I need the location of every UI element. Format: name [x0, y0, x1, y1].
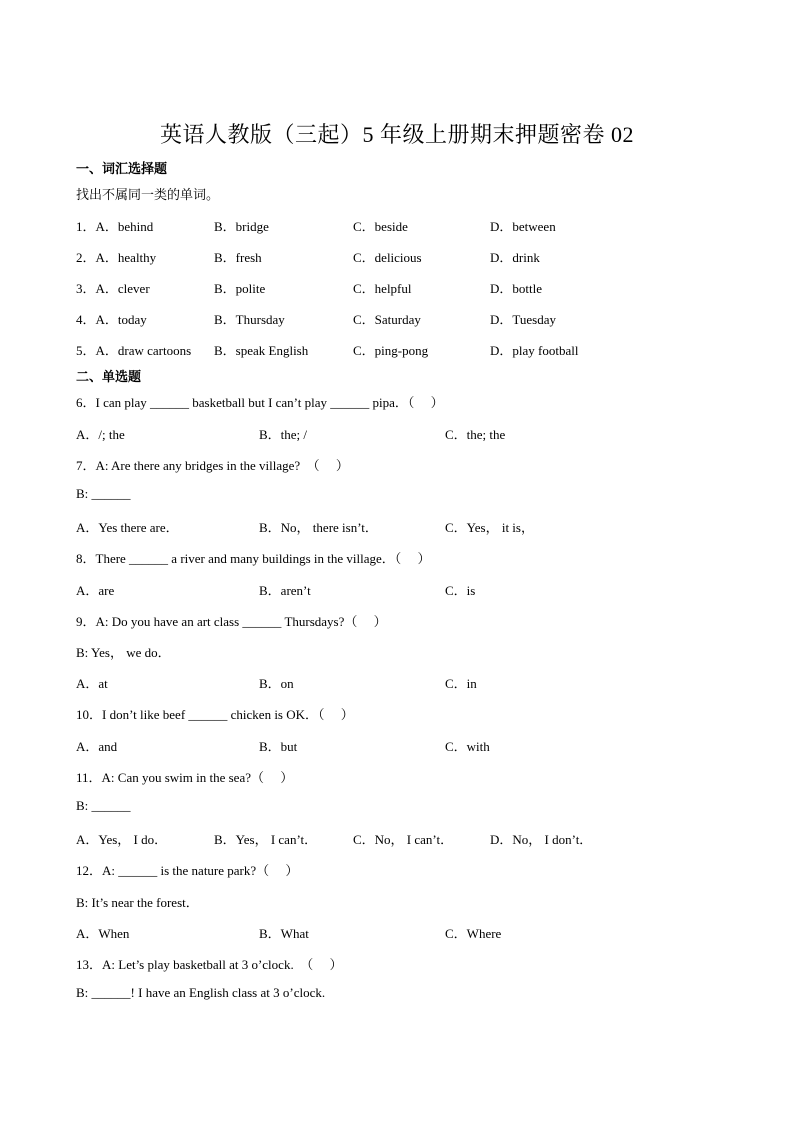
option-b: B．Yes， I can’t．	[214, 832, 318, 847]
vocab-question-3	[76, 278, 716, 296]
question-8-options	[76, 580, 716, 598]
option-b: B．polite	[214, 281, 266, 296]
question-12-stem: 12．A: ______ is the nature park?（ ）	[76, 863, 299, 878]
section-heading-vocab: 一、词汇选择题	[76, 161, 168, 176]
question-9-options	[76, 673, 716, 691]
option-b: B．fresh	[214, 250, 262, 265]
option-b: B．the; /	[259, 427, 308, 442]
option-b: B．bridge	[214, 219, 269, 234]
option-a: 5．A．draw cartoons	[76, 343, 192, 358]
option-a: 3．A．clever	[76, 281, 150, 296]
option-c: C．beside	[353, 219, 408, 234]
vocab-question-5	[76, 340, 716, 358]
question-12-options	[76, 923, 716, 941]
option-c: C．with	[445, 739, 490, 754]
question-13-reply: B: ______! I have an English class at 3 o’clock.	[76, 985, 326, 1000]
option-c: C．in	[445, 676, 477, 691]
option-a: A．at	[76, 676, 108, 691]
question-12-reply: B: It’s near the forest．	[76, 895, 199, 910]
option-a: 1．A．behind	[76, 219, 154, 234]
question-11-reply: B: ______	[76, 798, 131, 813]
option-a: 4．A．today	[76, 312, 147, 327]
option-a: 2．A．healthy	[76, 250, 157, 265]
option-d: D．between	[490, 219, 556, 234]
question-7-reply: B: ______	[76, 486, 131, 501]
section-instruction: 找出不属同一类的单词。	[76, 187, 220, 202]
question-11-options	[76, 829, 716, 847]
option-b: B．aren’t	[259, 583, 311, 598]
question-9-reply: B: Yes， we do．	[76, 645, 171, 660]
option-d: D．Tuesday	[490, 312, 556, 327]
vocab-question-4	[76, 309, 716, 327]
option-b: B．speak English	[214, 343, 309, 358]
option-b: B．on	[259, 676, 294, 691]
question-7-stem: 7．A: Are there any bridges in the village? （ ）	[76, 458, 349, 473]
section-heading-mcq: 二、单选题	[76, 369, 142, 384]
option-c: C．delicious	[353, 250, 422, 265]
option-c: C．helpful	[353, 281, 412, 296]
option-d: D．No， I don’t．	[490, 832, 593, 847]
option-d: D．play football	[490, 343, 579, 358]
vocab-question-1	[76, 216, 716, 234]
question-6-stem: 6．I can play ______ basketball but I can’t play ______ pipa．（ ）	[76, 395, 444, 410]
option-b: B．What	[259, 926, 309, 941]
option-c: C．Saturday	[353, 312, 421, 327]
question-9-stem: 9．A: Do you have an art class ______ Thursdays?（ ）	[76, 614, 387, 629]
question-13-stem: 13．A: Let’s play basketball at 3 o’clock. （ ）	[76, 957, 343, 972]
option-b: B．No， there isn’t．	[259, 520, 378, 535]
option-c: C．is	[445, 583, 476, 598]
option-a: A．Yes， I do．	[76, 832, 168, 847]
option-d: D．drink	[490, 250, 540, 265]
question-10-stem: 10．I don’t like beef ______ chicken is OK．（ ）	[76, 707, 354, 722]
question-6-options	[76, 424, 716, 442]
option-c: C．ping-pong	[353, 343, 429, 358]
question-10-options	[76, 736, 716, 754]
option-b: B．Thursday	[214, 312, 285, 327]
option-c: C．Yes， it is，	[445, 520, 534, 535]
page-title: 英语人教版（三起）5 年级上册期末押题密卷 02	[159, 122, 634, 147]
option-d: D．bottle	[490, 281, 542, 296]
option-b: B．but	[259, 739, 298, 754]
option-c: C．No， I can’t．	[353, 832, 454, 847]
question-11-stem: 11．A: Can you swim in the sea?（ ）	[76, 770, 294, 785]
option-a: A．Yes there are．	[76, 520, 179, 535]
option-a: A．are	[76, 583, 115, 598]
option-a: A．When	[76, 926, 130, 941]
vocab-question-2	[76, 247, 716, 265]
question-7-options	[76, 517, 716, 535]
option-c: C．the; the	[445, 427, 506, 442]
option-a: A．/; the	[76, 427, 125, 442]
question-8-stem: 8．There ______ a river and many buildings in the village．（ ）	[76, 551, 431, 566]
option-c: C．Where	[445, 926, 502, 941]
option-a: A．and	[76, 739, 118, 754]
